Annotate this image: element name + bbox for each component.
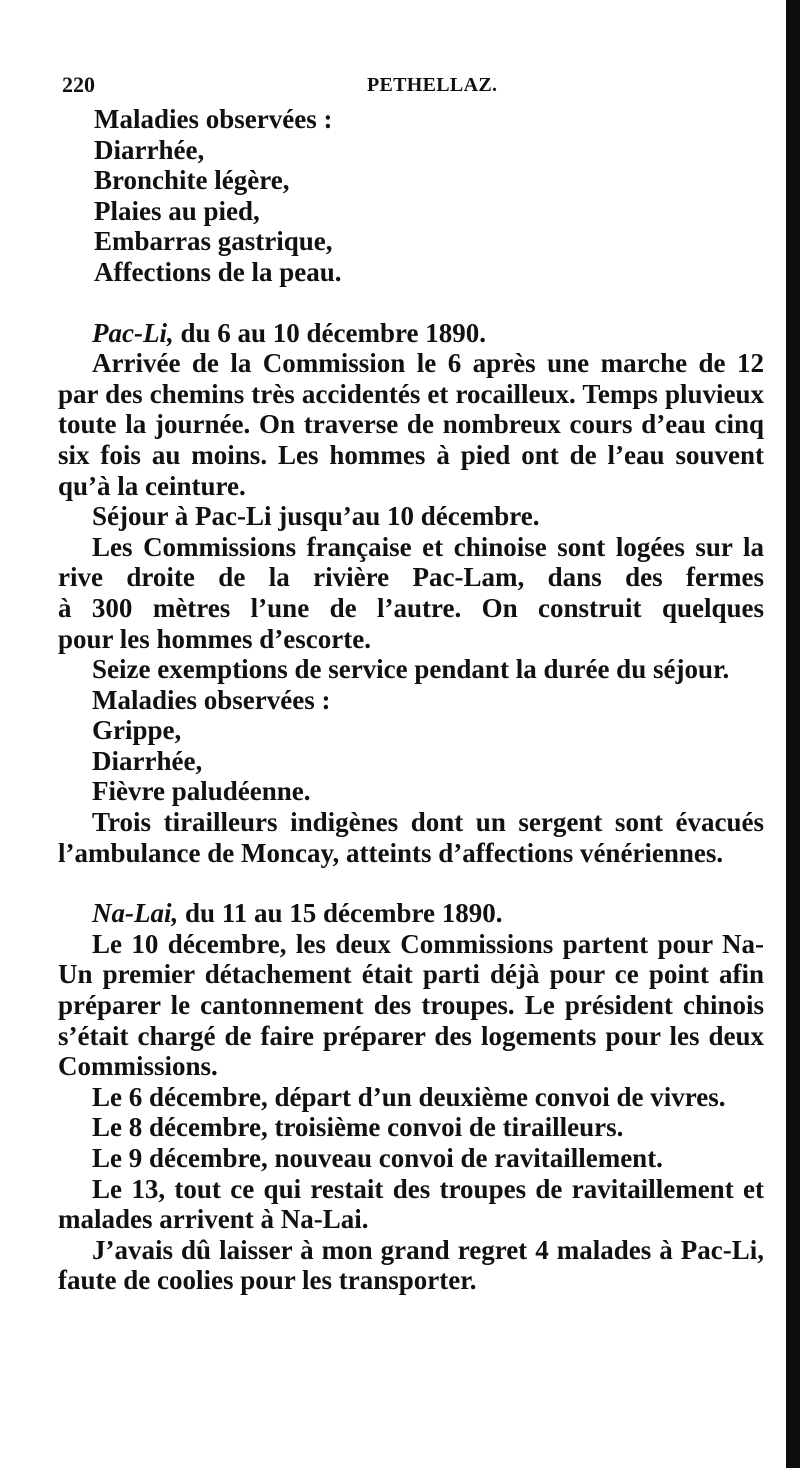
paragraph-line: Commissions. bbox=[58, 1051, 218, 1082]
maladies-label-1: Maladies observées : bbox=[94, 104, 333, 134]
paragraph-line: préparer le cantonnement des troupes. Le président chinois bbox=[58, 990, 764, 1021]
paragraph-line: six fois au moins. Les hommes à pied ont de l’eau souvent bbox=[58, 439, 764, 470]
place-name: Pac-Li, bbox=[92, 317, 174, 348]
paragraph-line: Séjour à Pac-Li jusqu’au 10 décembre. bbox=[92, 501, 540, 532]
paragraph-line: Seize exemptions de service pendant la durée du séjour. bbox=[92, 654, 730, 685]
section-heading-nalai bbox=[58, 898, 764, 929]
list-item: Diarrhée, bbox=[94, 134, 205, 165]
running-title: PETHELLAZ. bbox=[367, 74, 498, 96]
paragraph-line: Le 10 décembre, les deux Commissions partent pour Na- bbox=[92, 928, 764, 959]
paragraph-line: toute la journée. On traverse de nombreux cours d’eau cinq bbox=[58, 409, 764, 440]
paragraph-line: J’avais dû laisser à mon grand regret 4 malades à Pac-Li, bbox=[92, 1234, 764, 1265]
list-item: Diarrhée, bbox=[92, 745, 203, 776]
list-item: Affections de la peau. bbox=[94, 256, 342, 287]
maladies-label-2: Maladies observées : bbox=[92, 684, 331, 715]
paragraph-line: par des chemins très accidentés et rocailleux. Temps pluvieux bbox=[58, 378, 764, 409]
list-item: Fièvre paludéenne. bbox=[92, 776, 311, 807]
page-body bbox=[58, 104, 764, 1296]
paragraph-line: à 300 mètres l’une de l’autre. On construit quelques bbox=[58, 592, 764, 623]
paragraph-line: pour les hommes d’escorte. bbox=[58, 623, 371, 654]
list-item: Bronchite légère, bbox=[94, 165, 290, 196]
date-range: du 11 au 15 décembre 1890. bbox=[178, 898, 503, 929]
place-name: Na-Lai, bbox=[92, 898, 179, 929]
list-item: Embarras gastrique, bbox=[94, 226, 333, 257]
list-item: Grippe, bbox=[92, 715, 182, 746]
paragraph-line: rive droite de la rivière Pac-Lam, dans des fermes bbox=[58, 562, 764, 593]
page-header bbox=[62, 64, 762, 104]
scan-border bbox=[786, 0, 800, 1468]
page-number: 220 bbox=[62, 72, 95, 97]
paragraph-line: Trois tirailleurs indigènes dont un sergent sont évacués bbox=[92, 807, 764, 838]
section-heading-pacli bbox=[58, 318, 764, 349]
paragraph-line: Le 8 décembre, troisième convoi de tirailleurs. bbox=[92, 1112, 624, 1143]
date-range: du 6 au 10 décembre 1890. bbox=[173, 317, 486, 348]
paragraph-line: Un premier détachement était parti déjà pour ce point afin bbox=[58, 959, 764, 990]
paragraph-line: s’était chargé de faire préparer des logements pour les deux bbox=[58, 1020, 764, 1051]
paragraph-line: malades arrivent à Na-Lai. bbox=[58, 1204, 369, 1235]
paragraph-line: Le 13, tout ce qui restait des troupes de ravitaillement et bbox=[92, 1173, 764, 1204]
paragraph-line: qu’à la ceinture. bbox=[58, 470, 246, 501]
list-item: Plaies au pied, bbox=[94, 195, 260, 226]
paragraph-line: faute de coolies pour les transporter. bbox=[58, 1265, 477, 1296]
paragraph-line: Les Commissions française et chinoise sont logées sur la bbox=[92, 531, 764, 562]
paragraph-line: Le 9 décembre, nouveau convoi de ravitaillement. bbox=[92, 1143, 663, 1173]
paragraph-line: l’ambulance de Moncay, atteints d’affections vénériennes. bbox=[58, 837, 724, 868]
paragraph-line: Arrivée de la Commission le 6 après une marche de 12 bbox=[92, 348, 764, 379]
paragraph-line: Le 6 décembre, départ d’un deuxième convoi de vivres. bbox=[92, 1081, 726, 1112]
